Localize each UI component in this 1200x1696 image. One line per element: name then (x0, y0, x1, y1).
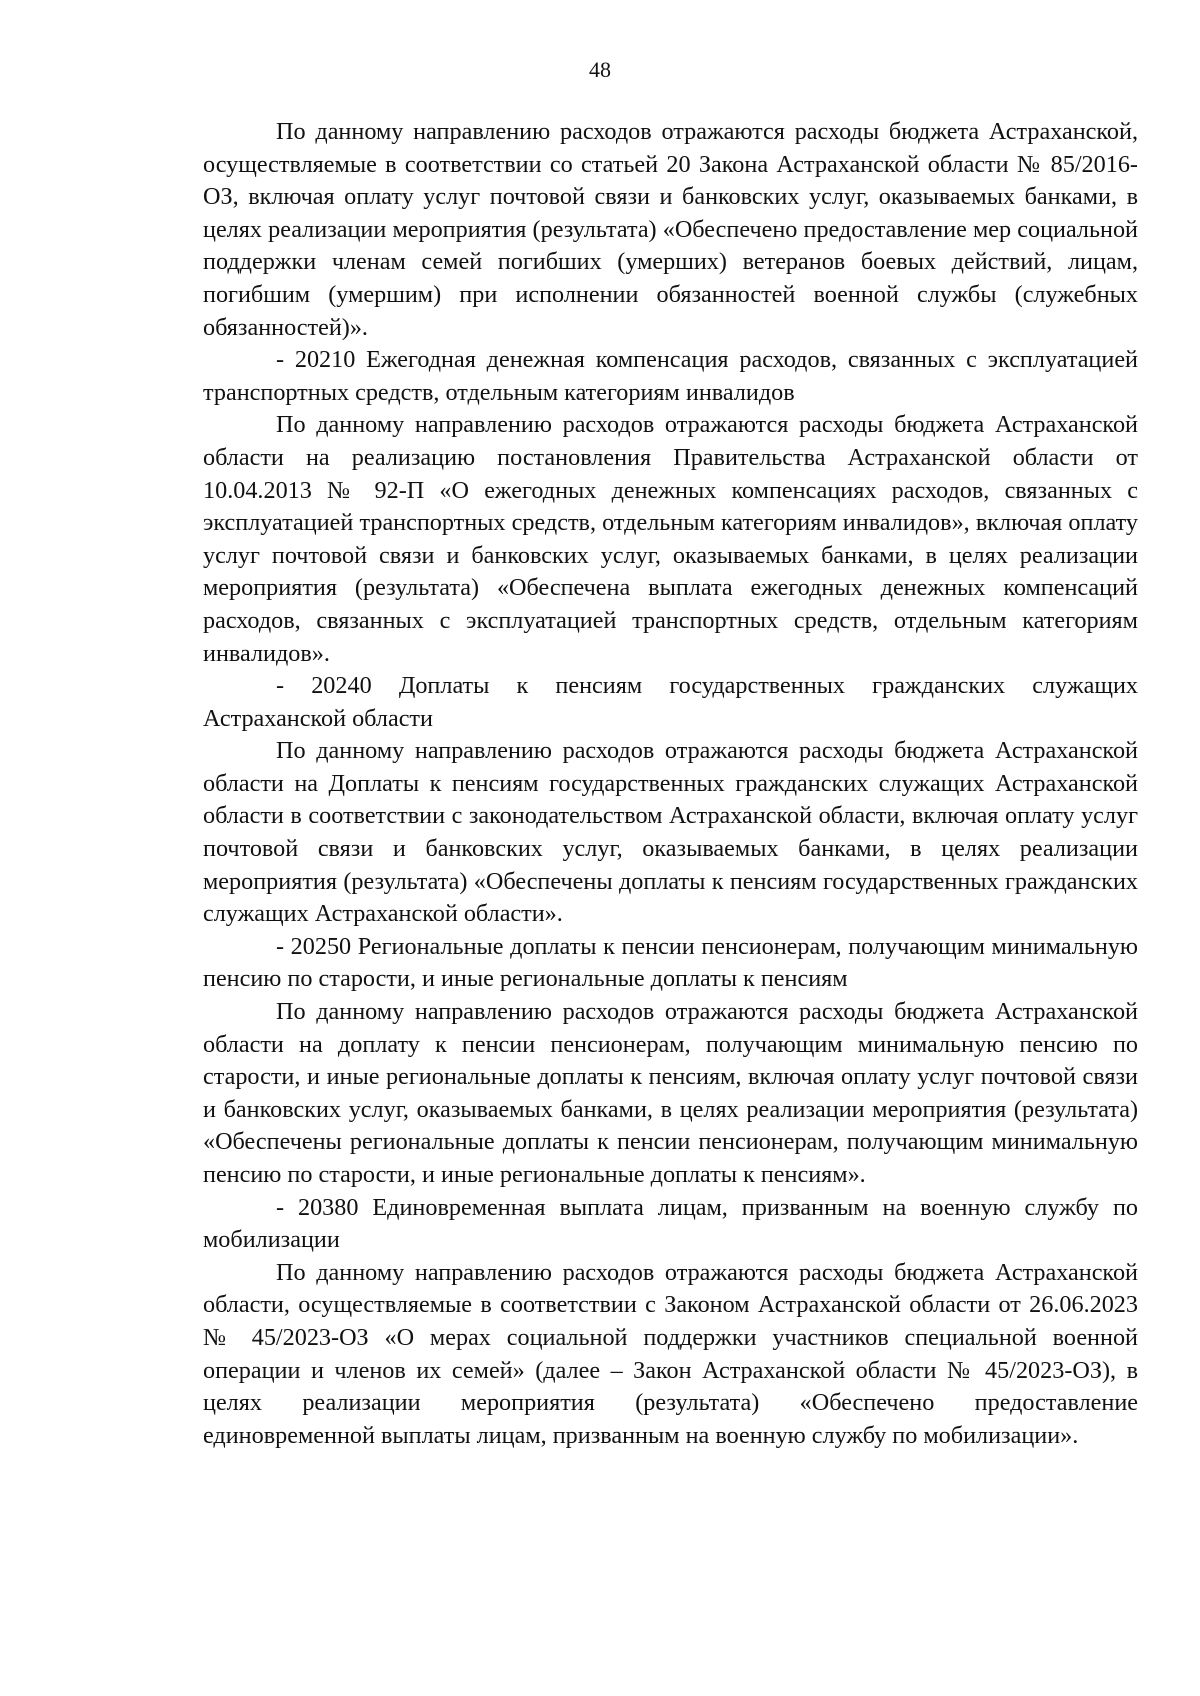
paragraph-20200-description: По данному направлению расходов отражаются расходы бюджета Астраханской, осуществляемые в соответствии со статьей 20 Закона Астраханской области № 85/2016-ОЗ, включая оплату услуг почтовой связи и банковских услуг, оказываемых банками, в целях реализации мероприятия (результата) «Обеспечено предоставление мер социальной поддержки членам семей погибших (умерших) ветеранов боевых действий, лицам, погибшим (умершим) при исполнении обязанностей военной службы (служебных обязанностей)». (203, 118, 1138, 341)
heading-20250: - 20250 Региональные доплаты к пенсии пенсионерам, получающим минимальную пенсию по старости, и иные региональные доплаты к пенсиям (203, 932, 1138, 993)
paragraph-20380-description: По данному направлению расходов отражаются расходы бюджета Астраханской области, осуществляемые в соответствии с Законом Астраханской области от 26.06.2023 № 45/2023-ОЗ «О мерах социальной поддержки участников специальной военной операции и членов их семей» (далее – Закон Астраханской области № 45/2023-ОЗ), в целях реализации мероприятия (результата) «Обеспечено предоставление единовременной выплаты лицам, призванным на военную службу по мобилизации». (203, 1258, 1138, 1449)
heading-20210: - 20210 Ежегодная денежная компенсация расходов, связанных с эксплуатацией транспортных средств, отдельным категориям инвалидов (203, 346, 1138, 406)
paragraph-20240-description: По данному направлению расходов отражаются расходы бюджета Астраханской области на Доплаты к пенсиям государственных гражданских служащих Астраханской области в соответствии с законодательством Астраханской области, включая оплату услуг почтовой связи и банковских услуг, оказываемых банками, в целях реализации мероприятия (результата) «Обеспечены доплаты к пенсиям государственных гражданских служащих Астраханской области». (203, 737, 1138, 928)
page-number: 48 (589, 57, 611, 82)
paragraph-20250-description: По данному направлению расходов отражаются расходы бюджета Астраханской области на доплату к пенсии пенсионерам, получающим минимальную пенсию по старости, и иные региональные доплаты к пенсиям, включая оплату услуг почтовой связи и банковских услуг, оказываемых банками, в целях реализации мероприятия (результата) «Обеспечены региональные доплаты к пенсии пенсионерам, получающим минимальную пенсию по старости, и иные региональные доплаты к пенсиям». (203, 998, 1138, 1188)
document-body (203, 116, 1138, 1452)
paragraph-20210-description: По данному направлению расходов отражаются расходы бюджета Астраханской области на реализацию постановления Правительства Астраханской области от 10.04.2013 № 92-П «О ежегодных денежных компенсациях расходов, связанных с эксплуатацией транспортных средств, отдельным категориям инвалидов», включая оплату услуг почтовой связи и банковских услуг, оказываемых банками, в целях реализации мероприятия (результата) «Обеспечена выплата ежегодных денежных компенсаций расходов, связанных с эксплуатацией транспортных средств, отдельным категориям инвалидов». (203, 411, 1138, 667)
heading-20240: - 20240 Доплаты к пенсиям государственных гражданских служащих Астраханской области (203, 672, 1138, 732)
heading-20380: - 20380 Единовременная выплата лицам, призванным на военную службу по мобилизации (203, 1193, 1138, 1254)
